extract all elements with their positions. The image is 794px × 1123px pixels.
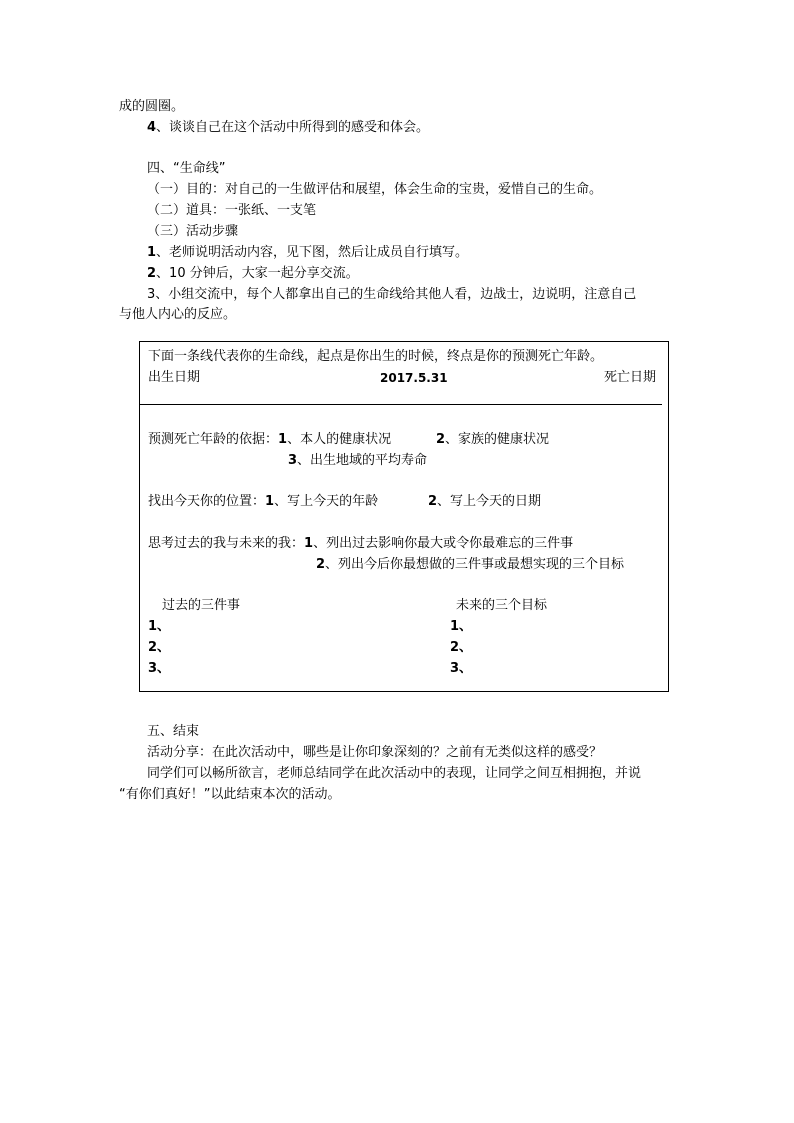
think-1-num: 1 <box>304 536 314 551</box>
predict-3 <box>288 453 427 469</box>
past-item: 3、 <box>148 661 171 676</box>
position-1-num: 1 <box>265 494 275 509</box>
birth-date-label: 出生日期 <box>148 370 201 385</box>
predict-3-num: 3 <box>288 453 298 468</box>
section4-step3-cont: 与他人内心的反应。 <box>119 307 237 322</box>
intro-item-4 <box>147 120 429 136</box>
death-date-label: 死亡日期 <box>604 370 657 385</box>
section4-goal: （一）目的：对自己的一生做评估和展望，体会生命的宝贵，爱惜自己的生命。 <box>147 182 603 197</box>
predict-2-text: 、家族的健康状况 <box>445 432 550 447</box>
position-2-text: 、写上今天的日期 <box>437 494 542 509</box>
step-text: 、老师说明活动内容，见下图，然后让成员自行填写。 <box>156 245 469 260</box>
think-2-text: 、列出今后你最想做的三件事或最想实现的三个目标 <box>325 557 625 572</box>
think-2-num: 2 <box>316 557 326 572</box>
future-item: 2、 <box>450 640 473 655</box>
predict-2 <box>436 432 549 448</box>
section5-heading: 五、结束 <box>147 724 200 739</box>
step-number: 2 <box>147 266 157 281</box>
predict-2-num: 2 <box>436 432 446 447</box>
section4-step3: 3、小组交流中，每个人都拿出自己的生命线给其他人看，边战士，边说明，注意自己 <box>147 287 637 302</box>
section4-step1 <box>147 245 468 261</box>
think-1-text: 、列出过去影响你最大或令你最难忘的三件事 <box>313 536 574 551</box>
lifeline-box <box>139 341 669 692</box>
item-number: 4 <box>147 120 157 135</box>
think-row <box>148 536 573 552</box>
birth-date-value: 2017.5.31 <box>380 371 448 385</box>
predict-1-text: 、本人的健康状况 <box>287 432 392 447</box>
item-text: 、谈谈自己在这个活动中所得到的感受和体会。 <box>156 120 430 135</box>
position-2-num: 2 <box>428 494 438 509</box>
position-label: 找出今天你的位置： <box>148 494 266 509</box>
section5-share: 活动分享：在此次活动中，哪些是让你印象深刻的？之前有无类似这样的感受？ <box>147 745 603 760</box>
future-item: 1、 <box>450 619 473 634</box>
predict-row <box>148 432 391 448</box>
past-title: 过去的三件事 <box>162 598 241 613</box>
step-text: 、10 分钟后，大家一起分享交流。 <box>156 266 359 281</box>
section5-closing: 同学们可以畅所欲言，老师总结同学在此次活动中的表现，让同学之间互相拥抱，并说 <box>147 766 642 781</box>
think-label: 思考过去的我与未来的我： <box>148 536 305 551</box>
section4-steps-heading: （三）活动步骤 <box>147 224 239 239</box>
future-title: 未来的三个目标 <box>456 598 548 613</box>
intro-line: 成的圆圈。 <box>119 99 185 114</box>
position-1-text: 、写上今天的年龄 <box>274 494 379 509</box>
section5-closing-cont: “有你们真好！”以此结束本次的活动。 <box>119 787 341 802</box>
section4-heading: 四、“生命线” <box>147 161 226 176</box>
think-2 <box>316 557 624 573</box>
section4-step2 <box>147 266 359 282</box>
future-item: 3、 <box>450 661 473 676</box>
predict-1-num: 1 <box>278 432 288 447</box>
past-item: 1、 <box>148 619 171 634</box>
box-intro: 下面一条线代表你的生命线，起点是你出生的时候，终点是你的预测死亡年龄。 <box>148 349 604 364</box>
position-2 <box>428 494 541 510</box>
position-row <box>148 494 378 510</box>
past-item: 2、 <box>148 640 171 655</box>
predict-3-text: 、出生地域的平均寿命 <box>297 453 428 468</box>
step-number: 1 <box>147 245 157 260</box>
section4-tools: （二）道具：一张纸、一支笔 <box>147 203 317 218</box>
predict-label: 预测死亡年龄的依据： <box>148 432 279 447</box>
lifeline <box>140 404 662 405</box>
